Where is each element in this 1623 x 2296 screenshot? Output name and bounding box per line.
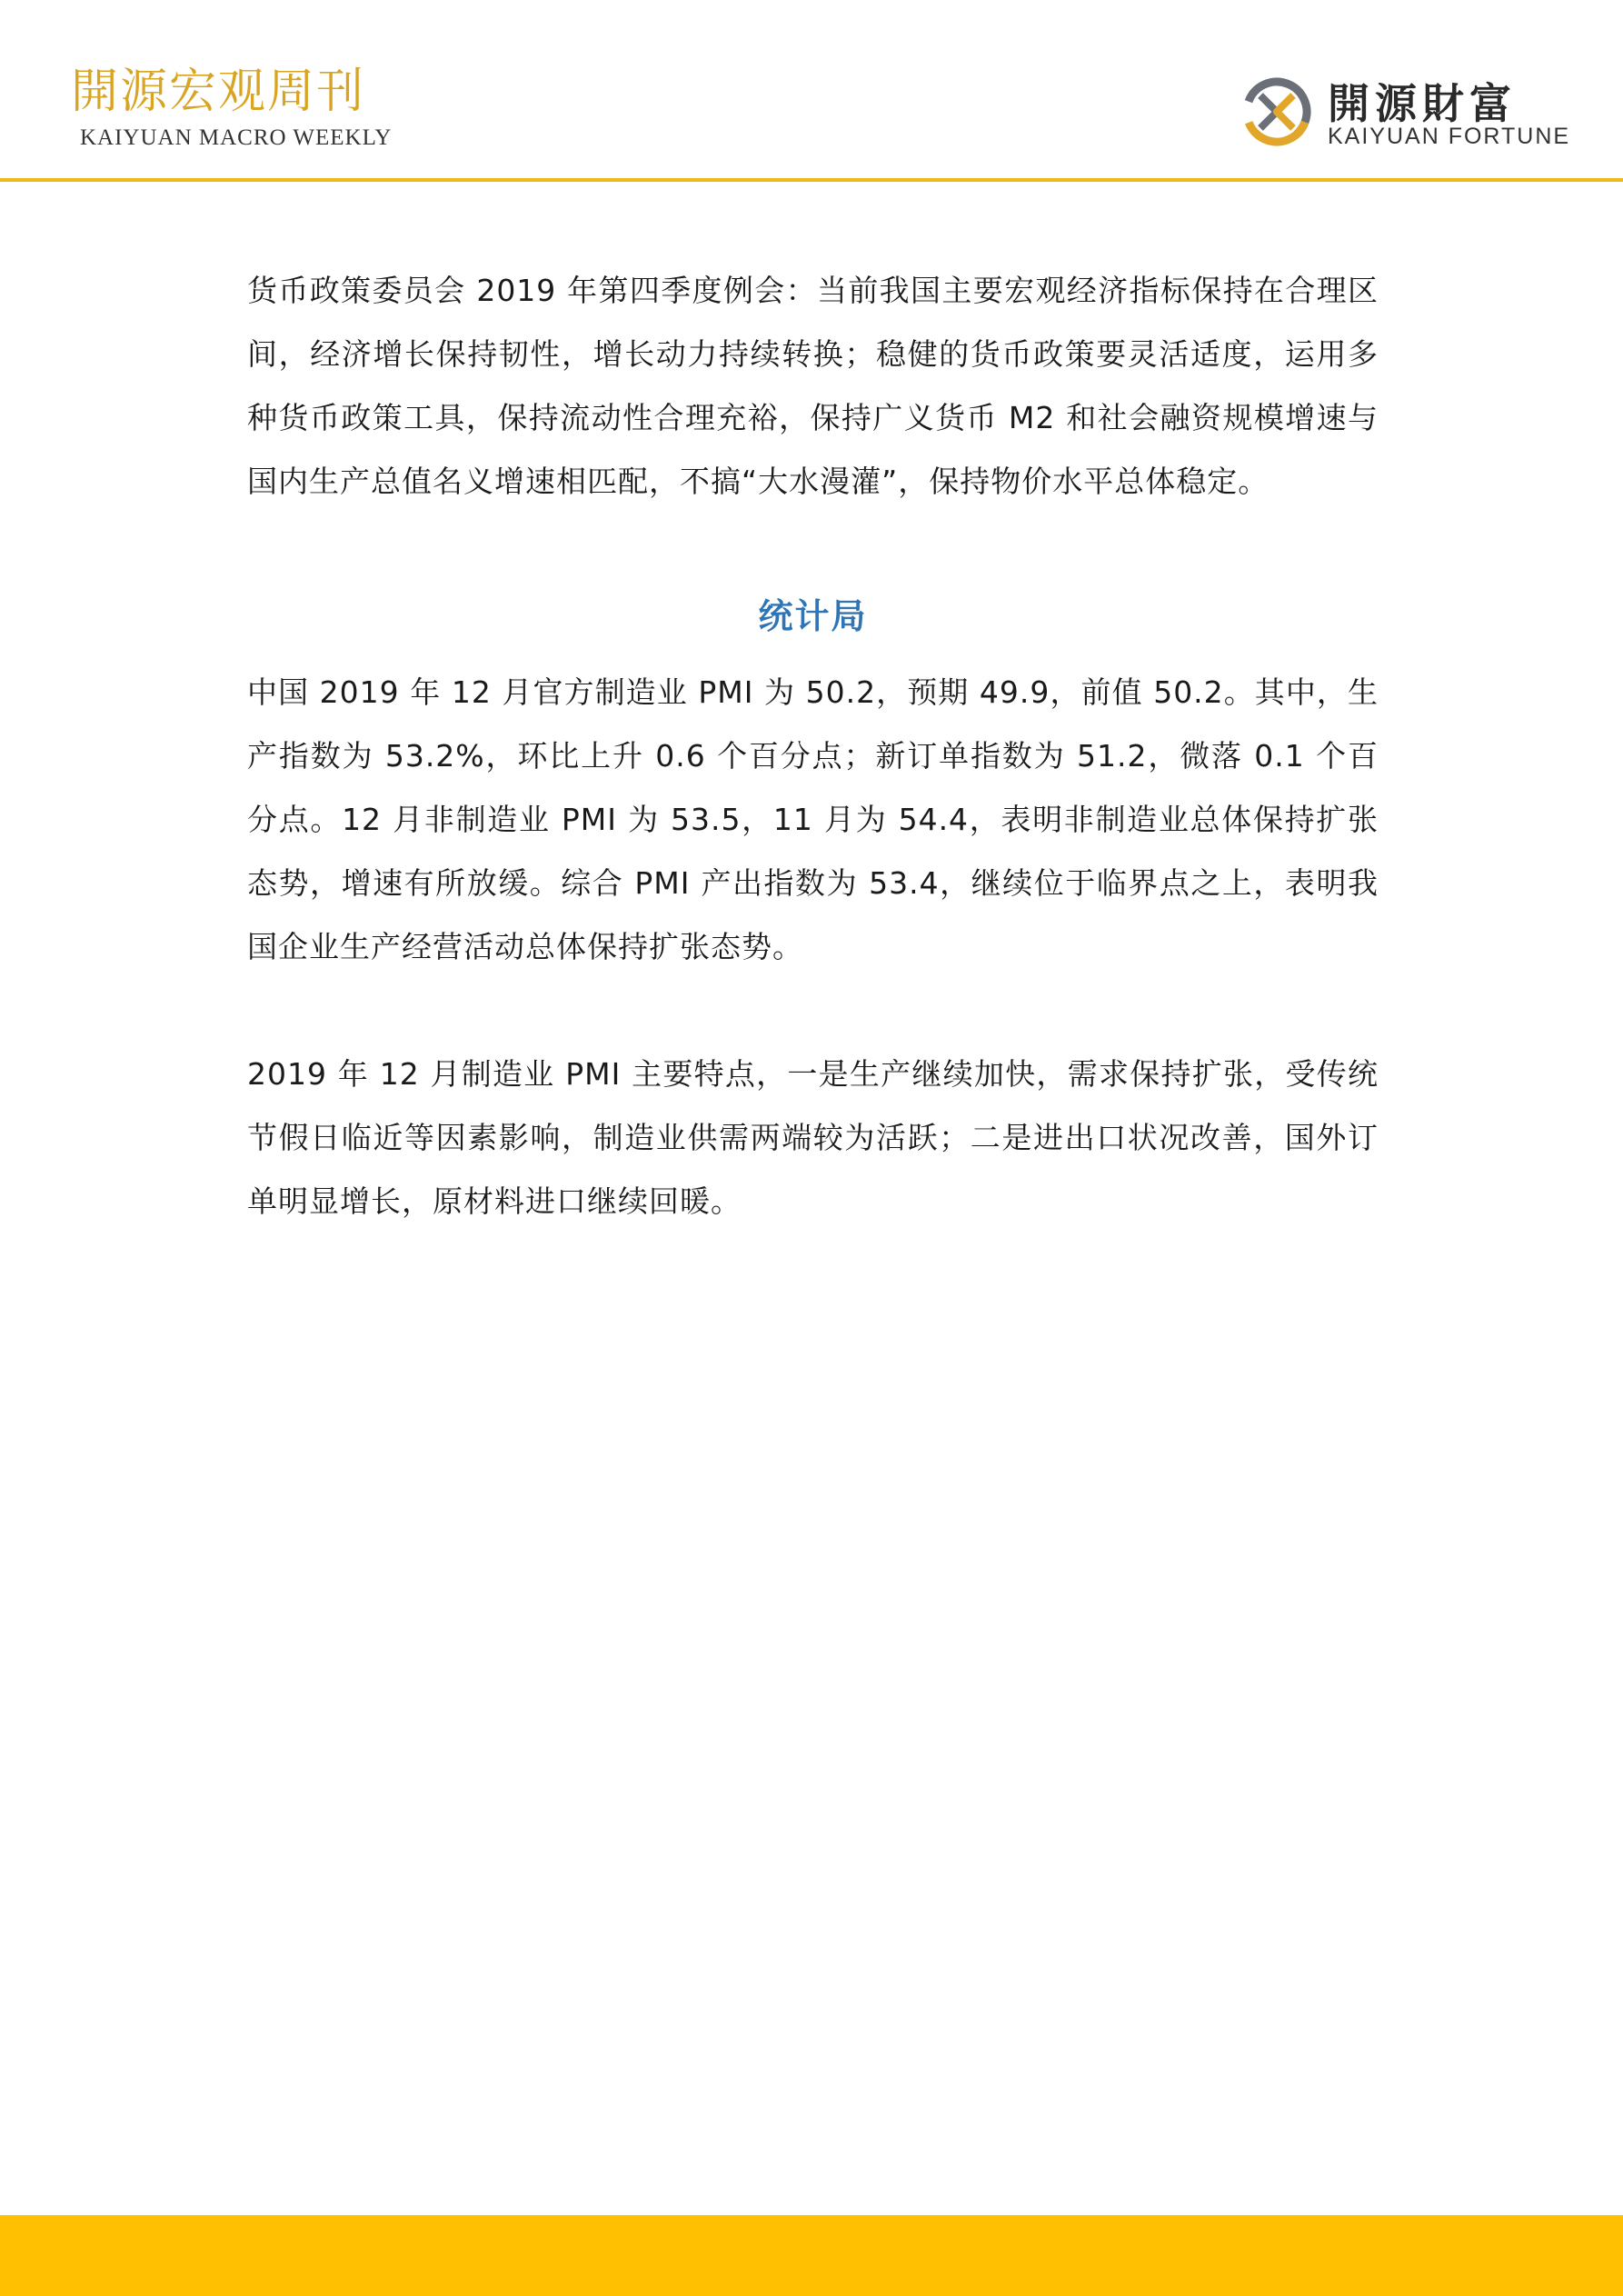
paragraph-pboc-meeting: 货币政策委员会 2019 年第四季度例会：当前我国主要宏观经济指标保持在合理区间，经济增长保持韧性，增长动力持续转换；稳健的货币政策要灵活适度，运用多种货币政策工具，保持流动性合理充裕，保持广义货币 M2 和社会融资规模增速与国内生产总值名义增速相匹配，不搞“大水漫灌”，保持物价水平总体稳定。 [247,273,1379,499]
publication-subtitle: KAIYUAN MACRO WEEKLY [80,125,393,150]
logo-name-cn: 開源財富 [1328,79,1517,128]
company-logo [1240,71,1571,153]
kaiyuan-logo-icon [1240,75,1313,148]
page-header [0,0,1623,179]
logo-name-en: KAIYUAN FORTUNE [1328,124,1571,149]
footer-band [0,2215,1623,2296]
paragraph-pmi-data: 中国 2019 年 12 月官方制造业 PMI 为 50.2，预期 49.9，前值 50.2。其中，生产指数为 53.2%，环比上升 0.6 个百分点；新订单指数为 51.2，微落 0.1 个百分点。12 月非制造业 PMI 为 53.5，11 月为 54.4，表明非制造业总体保持扩张态势，增速有所放缓。综合 PMI 产出指数为 53.4，继续位于临界点之上，表明我国企业生产经营活动总体保持扩张态势。 [247,674,1379,964]
paragraph-pmi-features: 2019 年 12 月制造业 PMI 主要特点，一是生产继续加快，需求保持扩张，受传统节假日临近等因素影响，制造业供需两端较为活跃；二是进出口状况改善，国外订单明显增长，原材料进口继续回暖。 [247,1056,1379,1219]
header-divider [0,178,1623,182]
publication-title: 開源宏观周刊 [71,65,366,119]
main-content [247,259,1379,1233]
section-heading-statistics-bureau: 统计局 [758,596,868,636]
